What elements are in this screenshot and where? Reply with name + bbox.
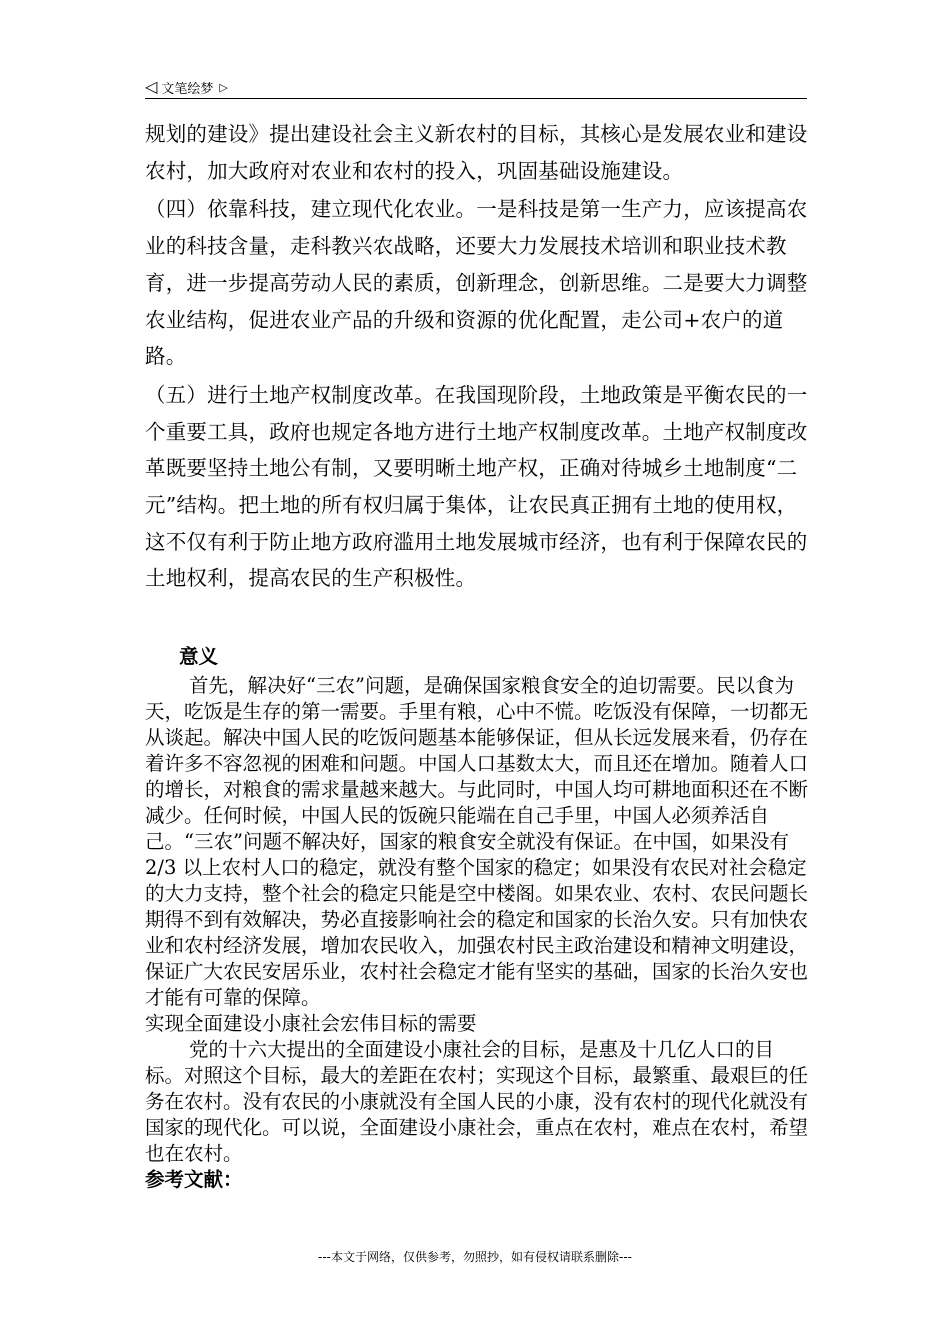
header-title: 文笔绘梦 xyxy=(161,81,214,97)
significance-section xyxy=(145,641,810,1193)
significance-paragraph-1: 首先，解决好“三农”问题，是确保国家粮食安全的迫切需要。民以食为天，吃饭是生存的第一需要。手里有粮，心中不慌。吃饭没有保障，一切都无从谈起。解决中国人民的吃饭问题基本能够保证，但从长远发展来看，仍存在着许多不容忽视的困难和问题。中国人口基数太大，而且还在增加。随着人口的增长，对粮食的需求量越来越大。与此同时，中国人均可耕地面积还在不断减少。任何时候，中国人民的饭碗只能端在自己手里，中国人必须养活自己。“三农”问题不解决好，国家的粮食安全就没有保证。在中国，如果没有 2/3 以上农村人口的稳定，就没有整个国家的稳定；如果没有农民对社会稳定的大力支持，整个社会的稳定只能是空中楼阁。如果农业、农村、农民问题长期得不到有效解决，势必直接影响社会的稳定和国家的长治久安。只有加快农业和农村经济发展，增加农民收入，加强农村民主政治建设和精神文明建设，保证广大农民安居乐业，农村社会稳定才能有坚实的基础，国家的长治久安也才能有可靠的保障。 xyxy=(145,674,809,1009)
significance-heading: 意义 xyxy=(179,645,219,668)
paragraph-continuation: 规划的建设》提出建设社会主义新农村的目标，其核心是发展农业和建设农村，加大政府对农业和农村的投入，巩固基础设施建设。 xyxy=(145,122,808,183)
significance-subheading: 实现全面建设小康社会宏伟目标的需要 xyxy=(145,1012,477,1035)
upper-body xyxy=(145,116,810,597)
page-footer: ---本文于网络，仅供参考，勿照抄，如有侵权请联系删除--- xyxy=(318,1250,632,1264)
significance-paragraph-2: 党的十六大提出的全面建设小康社会的目标，是惠及十几亿人口的目标。对照这个目标，最大的差距在农村；实现这个目标，最繁重、最艰巨的任务在农村。没有农民的小康就没有全国人民的小康，没有农村的现代化就没有国家的现代化。可以说，全面建设小康社会，重点在农村，难点在农村，希望也在农村。 xyxy=(145,1038,809,1165)
triangle-right-icon: ▷ xyxy=(219,80,228,94)
triangle-left-icon: ◁ xyxy=(145,77,158,96)
page-header xyxy=(145,76,807,99)
paragraph-four: （四）依靠科技，建立现代化农业。一是科技是第一生产力，应该提高农业的科技含量，走科教兴农战略，还要大力发展技术培训和职业技术教育，进一步提高劳动人民的素质，创新理念，创新思维。二是要大力调整农业结构，促进农业产品的升级和资源的优化配置，走公司+农户的道路。 xyxy=(145,197,808,369)
references-heading: 参考文献： xyxy=(145,1168,243,1191)
paragraph-five: （五）进行土地产权制度改革。在我国现阶段，土地政策是平衡农民的一个重要工具，政府也规定各地方进行土地产权制度改革。土地产权制度改革既要坚持土地公有制，又要明晰土地产权，正确对待城乡土地制度“二元”结构。把土地的所有权归属于集体，让农民真正拥有土地的使用权，这不仅有利于防止地方政府滥用土地发展城市经济，也有利于保障农民的土地权利，提高农民的生产积极性。 xyxy=(145,382,808,591)
